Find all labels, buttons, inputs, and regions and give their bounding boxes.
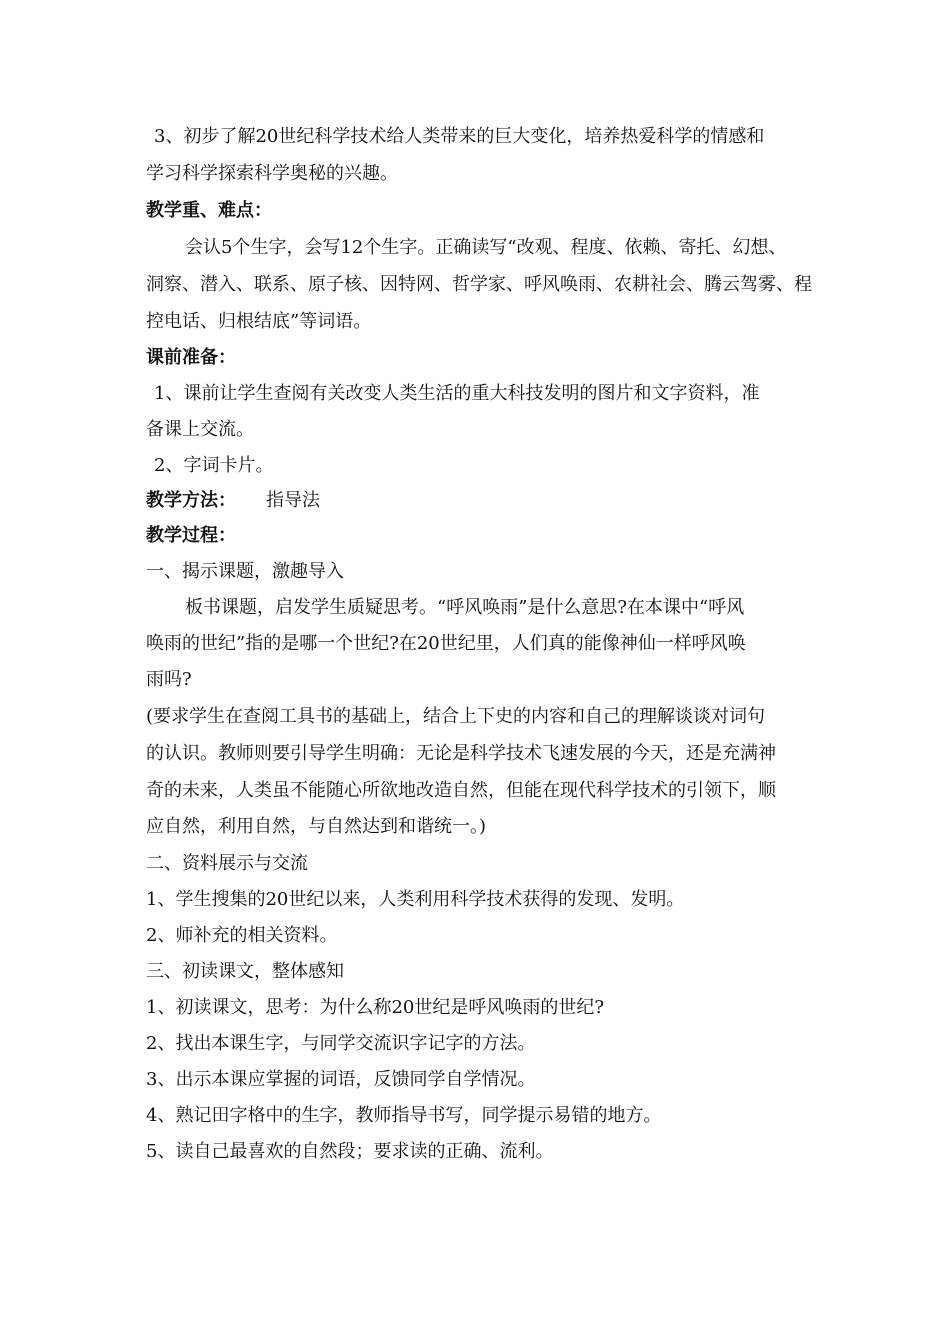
- section-3-item-1: 1、初读课文，思考：为什么称20世纪是呼风唤雨的世纪?: [146, 997, 605, 1018]
- key-points-line-1: 会认5个生字，会写12个生字。正确读写“改观、程度、依赖、寄托、幻想、: [185, 237, 787, 258]
- section-1-title: 一、揭示课题，激趣导入: [146, 561, 344, 582]
- heading-preparation: 课前准备：: [146, 347, 236, 368]
- section-1-para-line-3: 雨吗?: [146, 669, 192, 690]
- teaching-method-row: [146, 489, 320, 513]
- section-3-item-2: 2、找出本课生字，与同学交流识字记字的方法。: [146, 1033, 536, 1054]
- key-points-line-2: 洞察、潜入、联系、原子核、因特网、哲学家、呼风唤雨、农耕社会、腾云驾雾、程: [146, 274, 812, 295]
- key-points-line-3: 控电话、归根结底”等词语。: [146, 311, 372, 332]
- preparation-1-line-2: 备课上交流。: [146, 419, 254, 440]
- section-3-item-5: 5、读自己最喜欢的自然段；要求读的正确、流利。: [146, 1141, 554, 1162]
- note-line-3: 奇的未来，人类虽不能随心所欲地改造自然，但能在现代科学技术的引领下，顺: [146, 780, 776, 801]
- section-3-title: 三、初读课文，整体感知: [146, 961, 344, 982]
- section-2-item-2: 2、师补充的相关资料。: [146, 925, 338, 946]
- note-line-1: (要求学生在查阅工具书的基础上，结合上下史的内容和自己的理解谈谈对词句: [146, 706, 766, 727]
- note-line-2: 的认识。教师则要引导学生明确：无论是科学技术飞速发展的今天，还是充满神: [146, 743, 776, 764]
- objective-3-line-1: 3、初步了解20世纪科学技术给人类带来的巨大变化，培养热爱科学的情感和: [154, 126, 765, 147]
- section-1-para-line-1: 板书课题，启发学生质疑思考。“呼风唤雨”是什么意思?在本课中“呼风: [185, 597, 745, 618]
- preparation-2: 2、字词卡片。: [154, 455, 274, 476]
- note-line-4: 应自然，利用自然，与自然达到和谐统一。): [146, 816, 487, 837]
- heading-key-points: 教学重、难点：: [146, 200, 272, 221]
- heading-method: 教学方法：: [146, 490, 236, 511]
- section-3-item-3: 3、出示本课应掌握的词语，反馈同学自学情况。: [146, 1069, 536, 1090]
- section-1-para-line-2: 唤雨的世纪”指的是哪一个世纪?在20世纪里，人们真的能像神仙一样呼风唤: [146, 633, 746, 654]
- method-value: 指导法: [266, 490, 320, 511]
- section-2-title: 二、资料展示与交流: [146, 853, 308, 874]
- heading-process: 教学过程：: [146, 525, 236, 546]
- preparation-1-line-1: 1、课前让学生查阅有关改变人类生活的重大科技发明的图片和文字资料，准: [154, 383, 760, 404]
- section-3-item-4: 4、熟记田字格中的生字，教师指导书写，同学提示易错的地方。: [146, 1105, 662, 1126]
- objective-3-line-2: 学习科学探索科学奥秘的兴趣。: [146, 163, 398, 184]
- section-2-item-1: 1、学生搜集的20世纪以来，人类利用科学技术获得的发现、发明。: [146, 889, 685, 910]
